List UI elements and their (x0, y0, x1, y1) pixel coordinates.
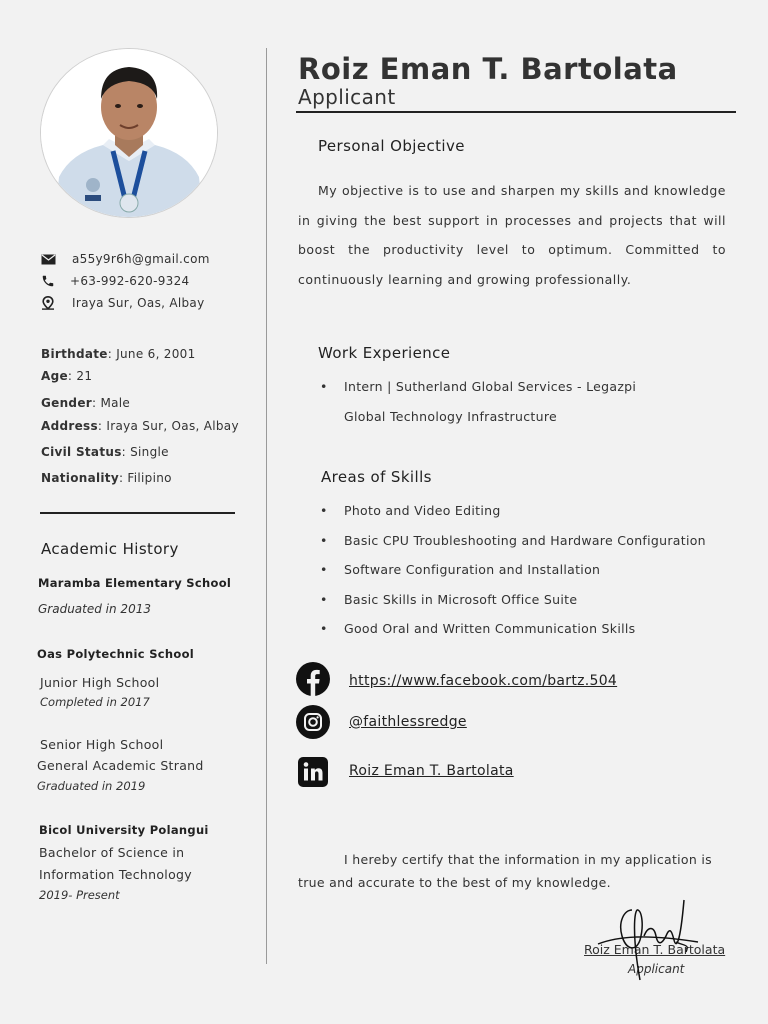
header-rule (296, 111, 736, 113)
applicant-role: Applicant (298, 85, 396, 109)
college-status: 2019- Present (39, 888, 120, 902)
info-value: : Filipino (118, 471, 172, 485)
junior-status: Completed in 2017 (40, 695, 150, 709)
info-age (41, 369, 92, 383)
facebook-icon[interactable] (296, 662, 330, 696)
bullet-dot: • (320, 592, 328, 607)
info-gender (41, 396, 130, 410)
info-label: Age (41, 369, 68, 383)
info-value: : Iraya Sur, Oas, Albay (97, 419, 239, 433)
handwritten-signature (588, 896, 728, 986)
info-label: Birthdate (41, 347, 108, 361)
high-school: Oas Polytechnic School (37, 647, 195, 661)
certification-text (298, 848, 728, 894)
linkedin-icon[interactable] (296, 755, 330, 789)
info-civil-status (41, 445, 169, 459)
instagram-link[interactable]: @faithlessredge (349, 714, 467, 730)
certification-sentence: I hereby certify that the information in my application is true and accurate to the best of my knowledge. (298, 852, 712, 890)
contact-email (40, 252, 210, 266)
skill-text: Photo and Video Editing (344, 503, 501, 518)
degree-line2: Information Technology (39, 867, 192, 882)
linkedin-link[interactable]: Roiz Eman T. Bartolata (349, 763, 514, 779)
section-rule (40, 512, 235, 514)
info-value: : Single (121, 445, 169, 459)
elementary-school: Maramba Elementary School (38, 576, 232, 590)
email-text: a55y9r6h@gmail.com (72, 252, 210, 266)
phone-icon (40, 274, 56, 288)
info-nationality (41, 471, 172, 485)
contact-address (40, 296, 204, 310)
instagram-icon[interactable] (296, 705, 330, 739)
skill-text: Basic Skills in Microsoft Office Suite (344, 592, 578, 607)
skill-text: Good Oral and Written Communication Skills (344, 621, 636, 636)
objective-title: Personal Objective (318, 137, 465, 155)
profile-photo (41, 49, 217, 217)
info-value: : June 6, 2001 (107, 347, 196, 361)
contact-phone (40, 274, 189, 288)
objective-text: My objective is to use and sharpen my skills and knowledge in giving the best support in processes and projects that will boost the productivity level to optimum. Committed to continuously learning and growing professionally. (298, 183, 726, 287)
junior-high: Junior High School (40, 675, 160, 690)
mail-icon (40, 252, 56, 266)
applicant-name: Roiz Eman T. Bartolata (298, 52, 678, 86)
academic-history-title: Academic History (41, 540, 179, 558)
experience-line1: Intern | Sutherland Global Services - Legazpi (344, 379, 637, 394)
bullet-dot: • (320, 621, 328, 636)
info-label: Nationality (41, 471, 119, 485)
info-value: : Male (91, 396, 131, 410)
skill-item (320, 592, 578, 607)
skill-text: Software Configuration and Installation (344, 562, 601, 577)
skill-item (320, 503, 501, 518)
skill-text: Basic CPU Troubleshooting and Hardware Configuration (344, 533, 706, 548)
senior-status: Graduated in 2019 (37, 779, 146, 793)
info-address (41, 419, 239, 433)
skill-item (320, 533, 706, 548)
column-divider (266, 48, 267, 964)
info-value: : 21 (67, 369, 93, 383)
location-pin-icon (40, 296, 56, 310)
info-label: Address (41, 419, 98, 433)
avatar (40, 48, 218, 218)
work-experience-title: Work Experience (318, 344, 451, 362)
bullet-dot: • (320, 503, 328, 518)
strand: General Academic Strand (37, 758, 204, 773)
senior-high: Senior High School (40, 737, 164, 752)
bullet-dot: • (320, 533, 328, 548)
bullet-dot: • (320, 562, 328, 577)
info-label: Gender (41, 396, 92, 410)
signature-role: Applicant (628, 962, 685, 976)
address-text: Iraya Sur, Oas, Albay (72, 296, 205, 310)
skill-item (320, 562, 601, 577)
experience-item (320, 379, 637, 394)
college-school: Bicol University Polangui (39, 823, 209, 837)
degree-line1: Bachelor of Science in (39, 845, 185, 860)
skill-item (320, 621, 636, 636)
phone-text: +63-992-620-9324 (70, 274, 190, 288)
elementary-status: Graduated in 2013 (38, 602, 151, 616)
info-label: Civil Status (41, 445, 122, 459)
facebook-link[interactable]: https://www.facebook.com/bartz.504 (349, 673, 618, 689)
info-birthdate (41, 347, 196, 361)
bullet-dot: • (320, 379, 328, 394)
signature-name: Roiz Eman T. Bartolata (584, 942, 726, 957)
experience-line2: Global Technology Infrastructure (344, 409, 557, 424)
skills-title: Areas of Skills (321, 468, 432, 486)
